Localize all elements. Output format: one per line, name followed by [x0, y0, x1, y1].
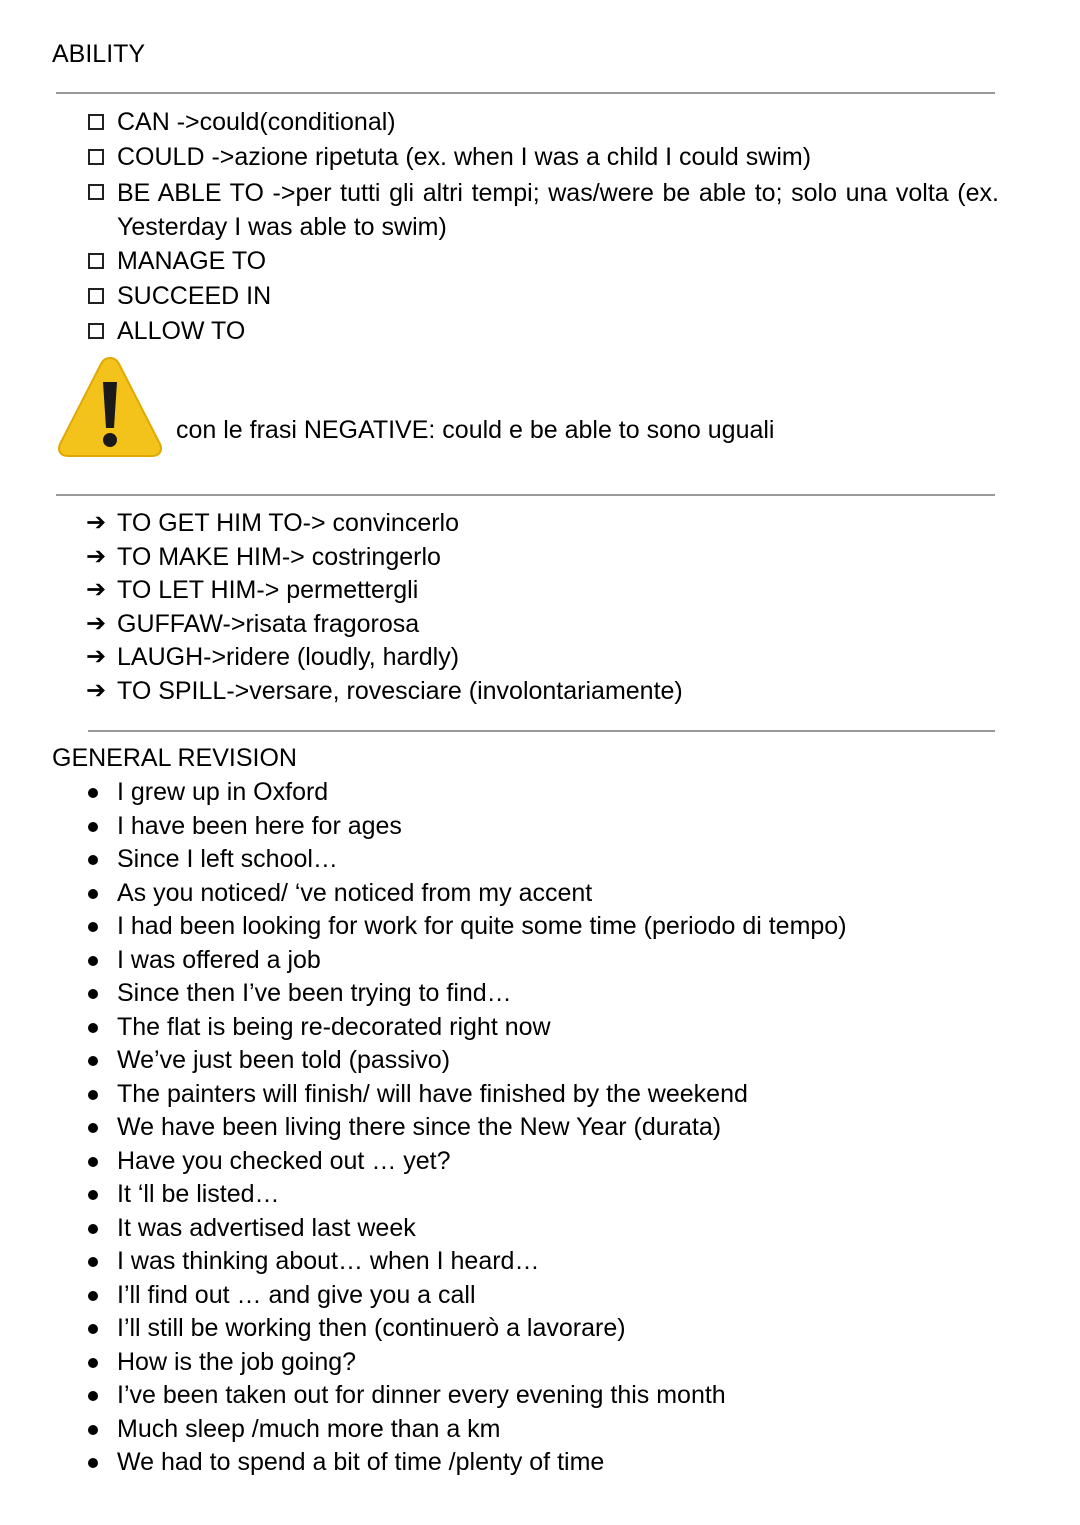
ability-heading: ABILITY: [52, 40, 146, 68]
bullet-icon: [88, 1458, 98, 1468]
checklist-item-text: BE ABLE TO ->per tutti gli altri tempi; was/were be able to; solo una volta (ex. Yesterday I was able to swim): [117, 179, 999, 241]
bullet-icon: [88, 922, 98, 932]
general-revision-heading: GENERAL REVISION: [52, 744, 297, 772]
bullet-icon: [88, 1391, 98, 1401]
checkbox[interactable]: [88, 149, 104, 165]
bullet-icon: [88, 1291, 98, 1301]
divider: [88, 730, 995, 732]
bullet-icon: [88, 956, 98, 966]
warning-note: con le frasi NEGATIVE: could e be able to sono uguali: [176, 416, 775, 444]
checkbox[interactable]: [88, 323, 104, 339]
bullet-icon: [88, 1224, 98, 1234]
bullet-icon: [88, 1157, 98, 1167]
bullet-icon: [88, 1056, 98, 1066]
bullet-icon: [88, 1324, 98, 1334]
checkbox[interactable]: [88, 288, 104, 304]
arrow-right-icon: ➔: [86, 610, 107, 637]
arrow-right-icon: ➔: [86, 543, 107, 570]
bullet-icon: [88, 1257, 98, 1267]
arrow-right-icon: ➔: [86, 576, 107, 603]
bullet-icon: [88, 1425, 98, 1435]
divider: [56, 92, 995, 94]
bullet-icon: [88, 889, 98, 899]
document-page: ABILITY CAN ->could(conditional) COULD ->azione ripetuta (ex. when I was a child I could swim) BE ABLE TO ->per tutti gli altri tempi; was/were be able to; solo una volta (ex. Yesterday I was able to swim) MANAGE TO SUCCEED IN ALLOW TO con le frasi NEGATIVE: could e be able to sono uguali ➔ TO GET HIM TO-> convincerlo ➔ TO MAKE HIM-> costringerlo ➔ TO LET HIM-> permettergli ➔ GUFFAW->risata fragorosa ➔ LAUGH->ridere (loudly, hardly) ➔ TO SPILL->versare, rovesciare (involontariamente) GENERAL REVISION I grew up in Oxford I have been here for ages Since I left school… As you noticed/ ‘ve noticed from my accent I had been looking for work for quite some time (periodo di tempo) I was offered a job Since then I’ve been trying to find… The flat is being re-decorated right now We’ve just been told (passivo) The painters will finish/ will have finished by the weekend We have been living there since the New Year (durata) Have you checked out … yet? It ‘ll be listed… It was advertised last week I was thinking about… when I heard… I’ll find out … and give you a call I’ll still be working then (continuerò a lavorare) How is the job going? I’ve been taken out for dinner every evening this month Much sleep /much more than a km We had to spend a bit of time /plenty of time: [52, 40, 999, 1476]
bullet-icon: [88, 989, 98, 999]
bullet-icon: [88, 1358, 98, 1368]
arrow-right-icon: ➔: [86, 643, 107, 670]
checkbox[interactable]: [88, 253, 104, 269]
checkbox[interactable]: [88, 184, 104, 200]
arrow-right-icon: ➔: [86, 509, 107, 536]
checkbox[interactable]: [88, 114, 104, 130]
divider: [56, 494, 995, 496]
bullet-icon: [88, 788, 98, 798]
arrow-right-icon: ➔: [86, 677, 107, 704]
bullet-icon: [88, 1023, 98, 1033]
bullet-icon: [88, 1190, 98, 1200]
warning-icon: [56, 352, 164, 460]
bullet-icon: [88, 1090, 98, 1100]
bullet-icon: [88, 822, 98, 832]
bullet-icon: [88, 1123, 98, 1133]
bullet-icon: [88, 855, 98, 865]
